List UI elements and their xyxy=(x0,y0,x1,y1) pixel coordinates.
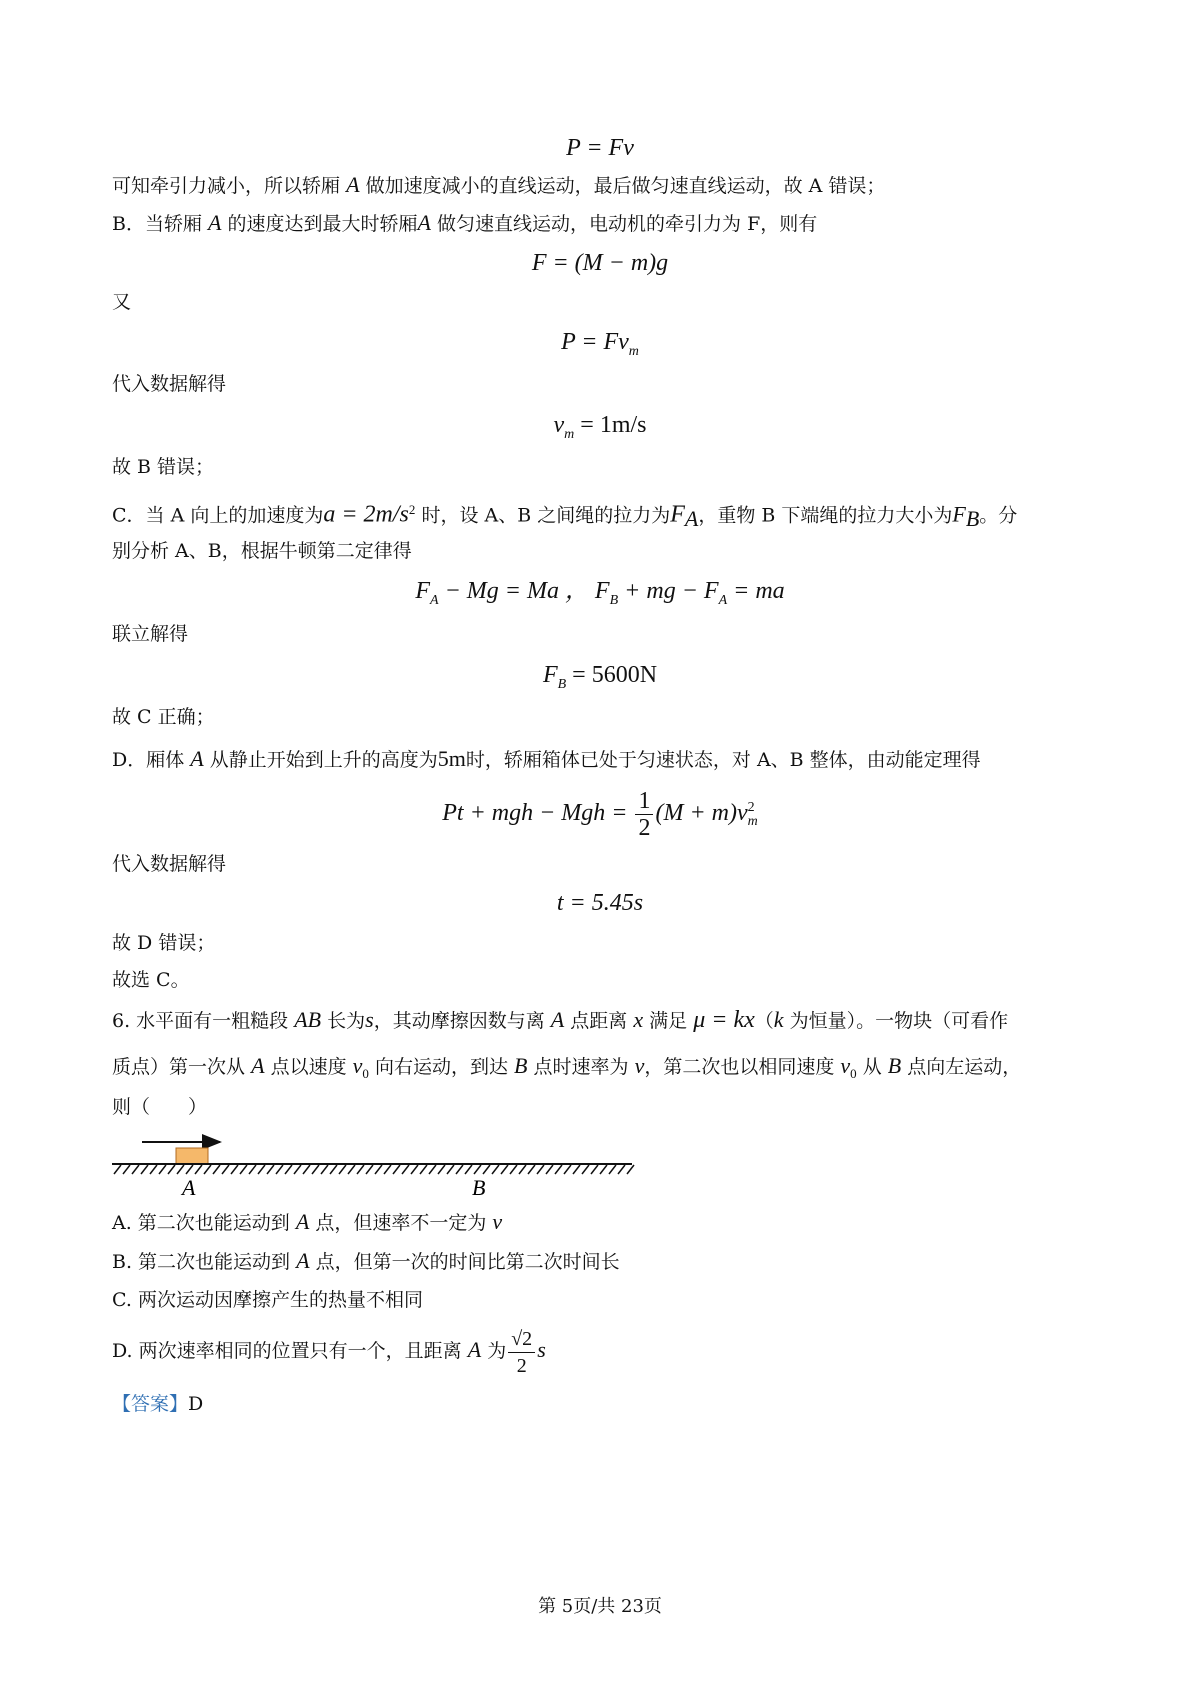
equation-text: P = Fv xyxy=(566,135,634,161)
ground-hatching xyxy=(114,1165,634,1174)
text-line: 联立解得 xyxy=(112,623,189,645)
question-6-line-2: 质点）第一次从 A 点以速度 $v_0$ 向右运动，到达 B 点时速率为 v，第二次也以相同速度 $v_0$ 从 B 点向左运动， xyxy=(112,1053,1022,1081)
text-line: 代入数据解得 xyxy=(112,373,227,395)
equation-vmax: $v_m = 1m/s$ xyxy=(553,412,647,442)
text-line: 又 xyxy=(112,291,132,313)
option-b: B. 第二次也能运动到 A 点，但第一次的时间比第二次时间长 xyxy=(112,1248,620,1273)
equation-power xyxy=(0,133,1200,163)
option-d: D. 两次速率相同的位置只有一个，且距离 A 为 $\frac{√2}{2}$ s xyxy=(112,1327,546,1377)
text-line: 代入数据解得 xyxy=(112,853,227,875)
surface-figure xyxy=(100,1128,640,1208)
answer-line xyxy=(112,1390,203,1418)
fraction-one-half: $\frac{1}{2}$ xyxy=(635,788,653,841)
label-a: A xyxy=(182,1175,196,1200)
text-line: 故 B 错误； xyxy=(112,456,215,478)
equation-newton: $F_A - Mg = Ma$ ， $F_B$ + mg − $F_A$ = ma xyxy=(415,578,785,608)
question-6-line-3: 则（ ） xyxy=(112,1096,208,1118)
option-a: A. 第二次也能运动到 A 点，但速率不一定为 v xyxy=(112,1209,503,1234)
question-6-line-1: 6. 水平面有一粗糙段 AB 长为s，其动摩擦因数与离 A 点距离 x 满足 μ = kx（k 为恒量）。一物块（可看作 xyxy=(112,1007,1009,1033)
option-c: C. 两次运动因摩擦产生的热量不相同 xyxy=(112,1289,423,1311)
text-line: 故 C 正确； xyxy=(112,706,215,728)
answer-tag: 【答案】 xyxy=(112,1393,189,1415)
text-line: 故 D 错误； xyxy=(112,932,216,954)
equation-energy: Pt + mgh − Mgh = $\frac{1}{2}$ (M + m)v 2 m xyxy=(442,788,758,841)
answer-value: D xyxy=(188,1393,204,1415)
text-line: B．当轿厢 A 的速度达到最大时轿厢A 做匀速直线运动，电动机的牵引力为 F，则有 xyxy=(112,210,818,235)
text-line: C．当 A 向上的加速度为$a = 2m/s^2$ 时，设 A、B 之间绳的拉力为$F_A$，重物 B 下端绳的拉力大小为$F_B$。分 xyxy=(112,501,1018,532)
equation-fb: $F_B = 5600N$ xyxy=(542,662,658,692)
label-b: B xyxy=(472,1175,486,1200)
text-line: D．厢体 A 从静止开始到上升的高度为5m时，轿厢箱体已处于匀速状态，对 A、B 整体，由动能定理得 xyxy=(112,746,981,771)
text-line: 故选 C。 xyxy=(112,969,190,991)
text-line: 别分析 A、B，根据牛顿第二定律得 xyxy=(112,540,412,562)
equation-power-max: $P = Fv_m$ xyxy=(561,329,639,359)
fraction-sqrt2-over-2: $\frac{√2}{2}$ xyxy=(508,1326,535,1379)
block xyxy=(176,1148,208,1164)
text-line: 可知牵引力减小，所以轿厢 A 做加速度减小的直线运动，最后做匀速直线运动，故 A 错误； xyxy=(112,172,886,197)
page-footer: 第 5页/共 23页 xyxy=(538,1596,662,1617)
equation-time: t = 5.45s xyxy=(556,890,644,916)
equation-force: F = (M − m)g xyxy=(531,250,669,276)
